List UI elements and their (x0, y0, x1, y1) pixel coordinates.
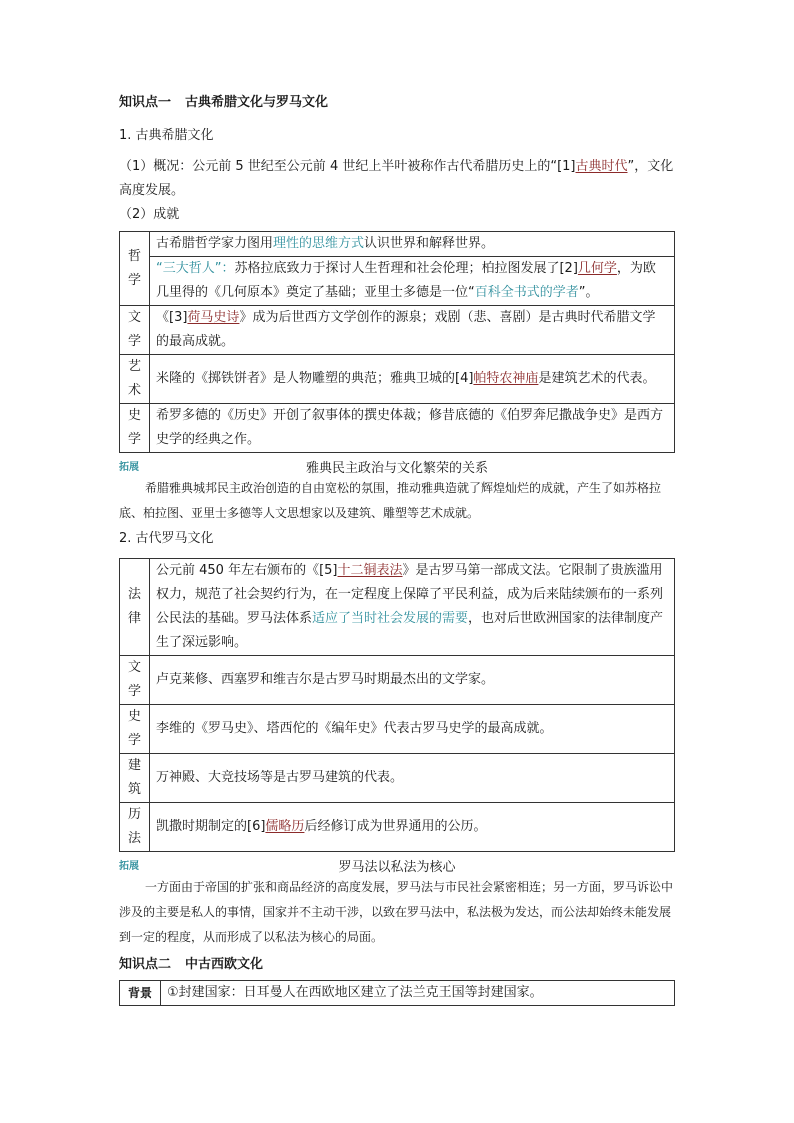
roman-culture-heading: 2. 古代罗马文化 (119, 531, 214, 546)
kp1-label: 知识点一 (119, 95, 172, 110)
table-row (120, 559, 675, 656)
document-page (119, 94, 675, 1006)
row-label-literature: 文学 (120, 656, 150, 705)
table-row (120, 803, 675, 852)
row-label-literature: 文学 (120, 306, 150, 355)
extension-header-1 (119, 456, 675, 476)
table-row (120, 404, 675, 453)
blank-5: 十二铜表法 (337, 563, 403, 578)
roman-architecture-text: 万神殿、大竞技场等是古罗马建筑的代表。 (150, 754, 675, 803)
table-row (120, 306, 675, 355)
roman-achievements-table (119, 558, 675, 852)
kp2-label: 知识点二 (119, 957, 172, 972)
row-label-architecture: 建筑 (120, 754, 150, 803)
extension-body-1: 希腊雅典城邦民主政治创造的自由宽松的氛围，推动雅典造就了辉煌灿烂的成就，产生了如苏格拉底、柏拉图、亚里士多德等人文思想家以及建筑、雕塑等艺术成就。 (119, 481, 662, 520)
row-label-background: 背景 (120, 981, 161, 1006)
table-row (120, 232, 675, 257)
roman-calendar-text: 凯撒时期制定的[6]儒略历后经修订成为世界通用的公历。 (150, 803, 675, 852)
roman-literature-text: 卢克莱修、西塞罗和维吉尔是古罗马时期最杰出的文学家。 (150, 656, 675, 705)
knowledge-point-2-heading (119, 956, 675, 974)
greek-overview: （1）概况：公元前 5 世纪至公元前 4 世纪上半叶被称作古代希腊历史上的“[1]古典时代”，文化高度发展。 (119, 159, 674, 198)
greek-art-text: 米隆的《掷铁饼者》是人物雕塑的典范；雅典卫城的[4]帕特农神庙是建筑艺术的代表。 (150, 355, 675, 404)
roman-law-text: 公元前 450 年左右颁布的《[5]十二铜表法》是古罗马第一部成文法。它限制了贵族滥用权力，规范了社会契约行为，在一定程度上保障了平民利益，成为后来陆续颁布的一系列公民法的基础。罗马法体系适应了当时社会发展的需要，也对后世欧洲国家的法律制度产生了深远影响。 (150, 559, 675, 656)
knowledge-point-1-heading (119, 94, 675, 112)
kp1-title: 古典希腊文化与罗马文化 (185, 95, 329, 110)
greek-literature-text: 《[3]荷马史诗》成为后世西方文学创作的源泉；戏剧（悲、喜剧）是古典时代希腊文学的最高成就。 (150, 306, 675, 355)
blank-4: 帕特农神庙 (473, 371, 539, 386)
medieval-background-text: ①封建国家：日耳曼人在西欧地区建立了法兰克王国等封建国家。 (161, 981, 675, 1006)
greek-culture-heading: 1. 古典希腊文化 (119, 128, 214, 143)
achievements-heading: （2）成就 (119, 207, 180, 222)
extension-title: 罗马法以私法为核心 (338, 860, 456, 875)
row-label-history: 史学 (120, 705, 150, 754)
kp2-title: 中古西欧文化 (185, 957, 264, 972)
table-row (120, 355, 675, 404)
philosophy-line-1: 古希腊哲学家力图用理性的思维方式认识世界和解释世界。 (150, 232, 675, 257)
greek-achievements-table (119, 231, 675, 453)
row-label-calendar: 历法 (120, 803, 150, 852)
greek-history-text: 希罗多德的《历史》开创了叙事体的撰史体裁；修昔底德的《伯罗奔尼撒战争史》是西方史学的经典之作。 (150, 404, 675, 453)
blank-2: 几何学 (577, 261, 617, 276)
extension-tag: 拓展 (119, 462, 139, 473)
extension-tag: 拓展 (119, 861, 139, 872)
table-row (120, 656, 675, 705)
extension-title: 雅典民主政治与文化繁荣的关系 (305, 461, 488, 476)
medieval-table (119, 980, 675, 1006)
philosophy-line-2: “三大哲人”：苏格拉底致力于探讨人生哲理和社会伦理；柏拉图发展了[2]几何学，为欧几里得的《几何原本》奠定了基础；亚里士多德是一位“百科全书式的学者”。 (150, 257, 675, 306)
row-label-history: 史学 (120, 404, 150, 453)
row-label-art: 艺术 (120, 355, 150, 404)
table-row (120, 705, 675, 754)
row-label-law: 法律 (120, 559, 150, 656)
table-row (120, 754, 675, 803)
extension-header-2 (119, 855, 675, 875)
extension-body-2: 一方面由于帝国的扩张和商品经济的高度发展，罗马法与市民社会紧密相连；另一方面，罗马诉讼中涉及的主要是私人的事情，国家并不主动干涉，以致在罗马法中，私法极为发达，而公法却始终未能发展到一定的程度，从而形成了以私法为核心的局面。 (119, 880, 674, 944)
blank-1: 古典时代 (575, 159, 628, 174)
roman-history-text: 李维的《罗马史》、塔西佗的《编年史》代表古罗马史学的最高成就。 (150, 705, 675, 754)
table-row (120, 981, 675, 1006)
blank-6: 儒略历 (265, 819, 305, 834)
table-row (120, 257, 675, 306)
row-label-philosophy: 哲学 (120, 232, 150, 306)
blank-3: 荷马史诗 (187, 310, 240, 325)
